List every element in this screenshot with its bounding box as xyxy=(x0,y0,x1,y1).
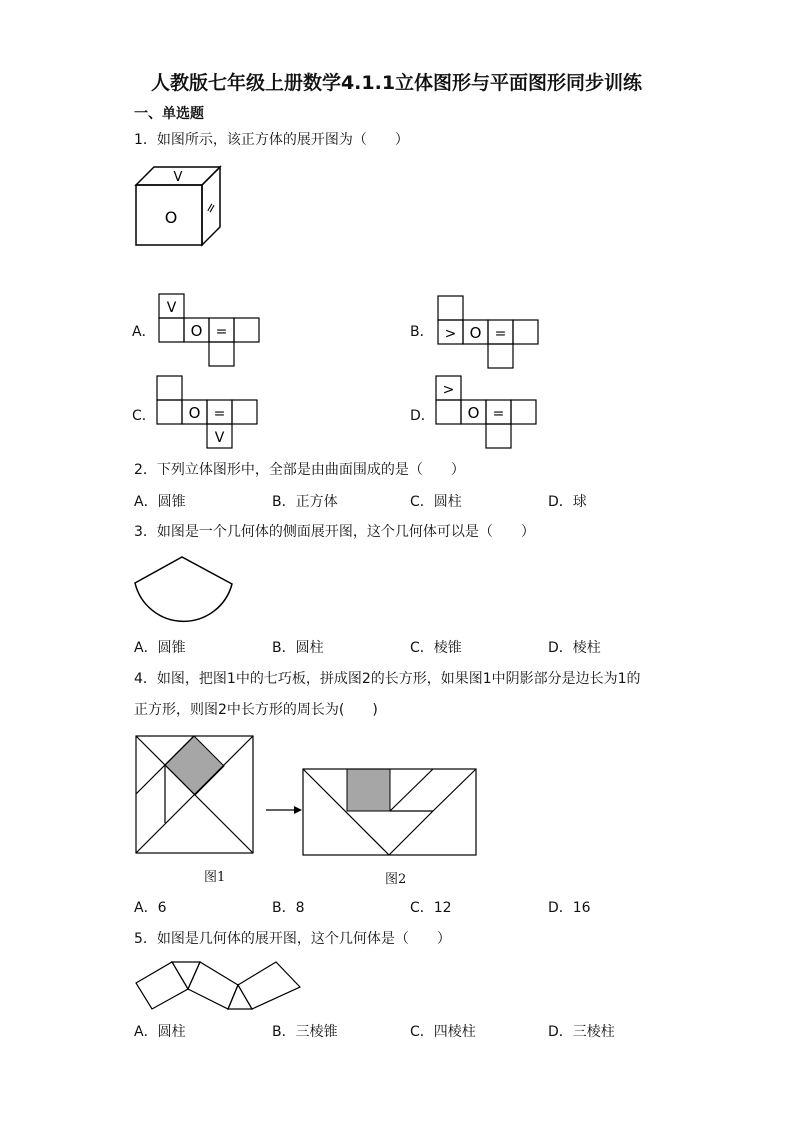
question-2-stem: 2．下列立体图形中，全部是由曲面围成的是（ ） xyxy=(134,462,465,478)
option-3a[interactable]: A．圆锥 xyxy=(134,640,186,656)
option-5b[interactable]: B．三棱锥 xyxy=(272,1024,338,1040)
shaded-square xyxy=(165,736,224,795)
option-5c[interactable]: C．四棱柱 xyxy=(410,1024,476,1040)
option-3d[interactable]: D．棱柱 xyxy=(548,640,601,656)
option-1a-label[interactable]: A． xyxy=(132,324,156,340)
cube-front-symbol: O xyxy=(164,208,178,227)
net-option-a[interactable] xyxy=(159,294,261,366)
net-d-cell-1: > xyxy=(442,382,455,398)
net-c-cell-1: O xyxy=(188,404,201,422)
option-1b-label[interactable]: B． xyxy=(410,324,434,340)
section-heading: 一、单选题 xyxy=(134,106,204,122)
net-a-cell-1: V xyxy=(166,300,177,316)
cube-figure xyxy=(134,165,224,247)
question-5-stem: 5．如图是几何体的展开图，这个几何体是（ ） xyxy=(134,931,451,947)
question-4-stem-line2: 正方形，则图2中长方形的周长为( ) xyxy=(134,702,378,718)
net-c-cell-3: V xyxy=(214,430,225,446)
page-title: 人教版七年级上册数学4.1.1立体图形与平面图形同步训练 xyxy=(150,72,643,94)
sector-figure xyxy=(134,556,234,618)
net-option-b[interactable] xyxy=(438,296,540,368)
net-a-cell-2: O xyxy=(190,322,203,340)
option-5d[interactable]: D．三棱柱 xyxy=(548,1024,615,1040)
option-1d-label[interactable]: D． xyxy=(410,408,435,424)
option-4d[interactable]: D．16 xyxy=(548,900,591,916)
question-3-stem: 3．如图是一个几何体的侧面展开图，这个几何体可以是（ ） xyxy=(134,524,535,540)
question-1-stem: 1．如图所示，该正方体的展开图为（ ） xyxy=(134,132,409,148)
net-option-d[interactable] xyxy=(436,376,538,448)
net-a-cell-3: = xyxy=(215,324,228,340)
net-b-cell-3: = xyxy=(494,326,507,342)
cube-top-symbol: V xyxy=(173,170,183,185)
option-2d[interactable]: D．球 xyxy=(548,494,587,510)
option-5a[interactable]: A．圆柱 xyxy=(134,1024,186,1040)
net-c-cell-2: = xyxy=(213,406,226,422)
arrow-icon xyxy=(266,804,302,816)
shaded-square-2 xyxy=(347,769,390,811)
option-4b[interactable]: B．8 xyxy=(272,900,305,916)
option-3c[interactable]: C．棱锥 xyxy=(410,640,462,656)
net-b-cell-2: O xyxy=(469,324,482,342)
tangram-figure-1 xyxy=(136,736,254,854)
option-2c[interactable]: C．圆柱 xyxy=(410,494,462,510)
net-d-cell-3: = xyxy=(492,406,505,422)
option-4c[interactable]: C．12 xyxy=(410,900,452,916)
question-4-stem-line1: 4．如图，把图1中的七巧板，拼成图2的长方形，如果图1中阴影部分是边长为1的 xyxy=(134,671,641,687)
net-d-cell-2: O xyxy=(467,404,480,422)
option-2a[interactable]: A．圆锥 xyxy=(134,494,186,510)
prism-net-figure xyxy=(134,959,302,1011)
cube-side-symbol: = xyxy=(202,199,221,217)
figure-1-caption: 图1 xyxy=(204,870,226,885)
net-option-c[interactable] xyxy=(157,376,259,448)
option-2b[interactable]: B．正方体 xyxy=(272,494,338,510)
option-4a[interactable]: A．6 xyxy=(134,900,167,916)
tangram-figure-2 xyxy=(303,769,477,856)
option-3b[interactable]: B．圆柱 xyxy=(272,640,324,656)
option-1c-label[interactable]: C． xyxy=(132,408,156,424)
net-b-cell-1: > xyxy=(444,326,457,342)
figure-2-caption: 图2 xyxy=(385,872,407,887)
